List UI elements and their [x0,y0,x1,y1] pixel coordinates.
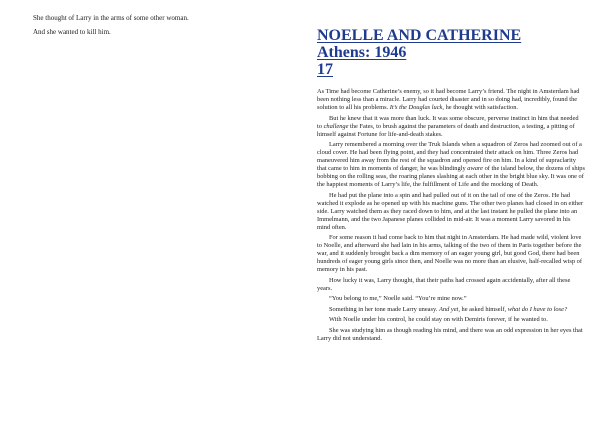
paragraph: As Time had become Catherine’s enemy, so it had become Larry’s friend. The night in Amsterdam had been nothing less than a miracle. Larry had courted disaster and in so doing had, incredibly, found the solution to all his problems. It’s the Douglas luck, he thought with satisfaction. [317,88,580,111]
paragraph: Something in her tone made Larry uneasy. And yet, he asked himself, what do I have to lose? [329,305,568,313]
chapter-heading [317,28,585,78]
chapter-body [317,88,585,343]
chapter-number: 17 [317,61,333,78]
left-page-line-1: She thought of Larry in the arms of some other woman. [33,14,189,22]
paragraph: Larry remembered a morning over the Truk Islands when a squadron of Zeros had zoomed out of a cloud cover. He had been flying point, and they had concentrated their attack on him. Three Zeros had maneuvered him away from the rest of the squadron and opened fire on him. In a kind of supraclarity that came to him in moments of danger, he was blindingly aware of the island below, the dozens of ships bobbing on the rolling seas, the roaring planes slashing at each other in the bright blue sky. It was one of the happiest moments of Larry’s life, the fulfillment of Life and the mocking of Death. [317,141,585,188]
paragraph: She was studying him as though reading his mind, and there was an odd expression in her eyes that Larry did not understand. [317,326,583,342]
left-page-line-2: And she wanted to kill him. [33,28,111,36]
paragraph: For some reason it had come back to him that night in Amsterdam. He had made wild, violent love to Noelle, and afterward she had lain in his arms, talking of the two of them in Paris together before the war, and it suddenly brought back a dim memory of an eager young girl, but good God, there had been hundreds of eager young girls since then, and Noelle was no more than an elusive, half-recalled wisp of memory in his past. [317,234,582,273]
chapter-setting: Athens: 1946 [317,44,407,61]
paragraph: He had put the plane into a spin and had pulled out of it on the tail of one of the Zeros. He had watched it explode as he opened up with his machine guns. The other two planes had closed in on either side. Larry watched them as they raced down to him, and at the last instant he pulled the plane into an Immelmann, and the two Japanese planes collided in mid-air. It was a moment Larry savored in his mind often. [317,191,584,231]
right-page [300,0,600,424]
paragraph: How lucky it was, Larry thought, that their paths had crossed again accidentally, after all these years. [317,276,571,292]
paragraph: “You belong to me,” Noelle said. “You’re mine now.” [329,295,467,302]
chapter-title: NOELLE AND CATHERINE [317,27,522,44]
paragraph: But he knew that it was more than luck. It was some obscure, perverse instinct in him that needed to challenge the Fates, to brush against the parameters of death and destruction, a testing, a pitting of himself against Fortune for life-and-death stakes. [317,114,579,138]
paragraph: With Noelle under his control, he could stay on with Demiris forever, if he wanted to. [329,316,548,323]
